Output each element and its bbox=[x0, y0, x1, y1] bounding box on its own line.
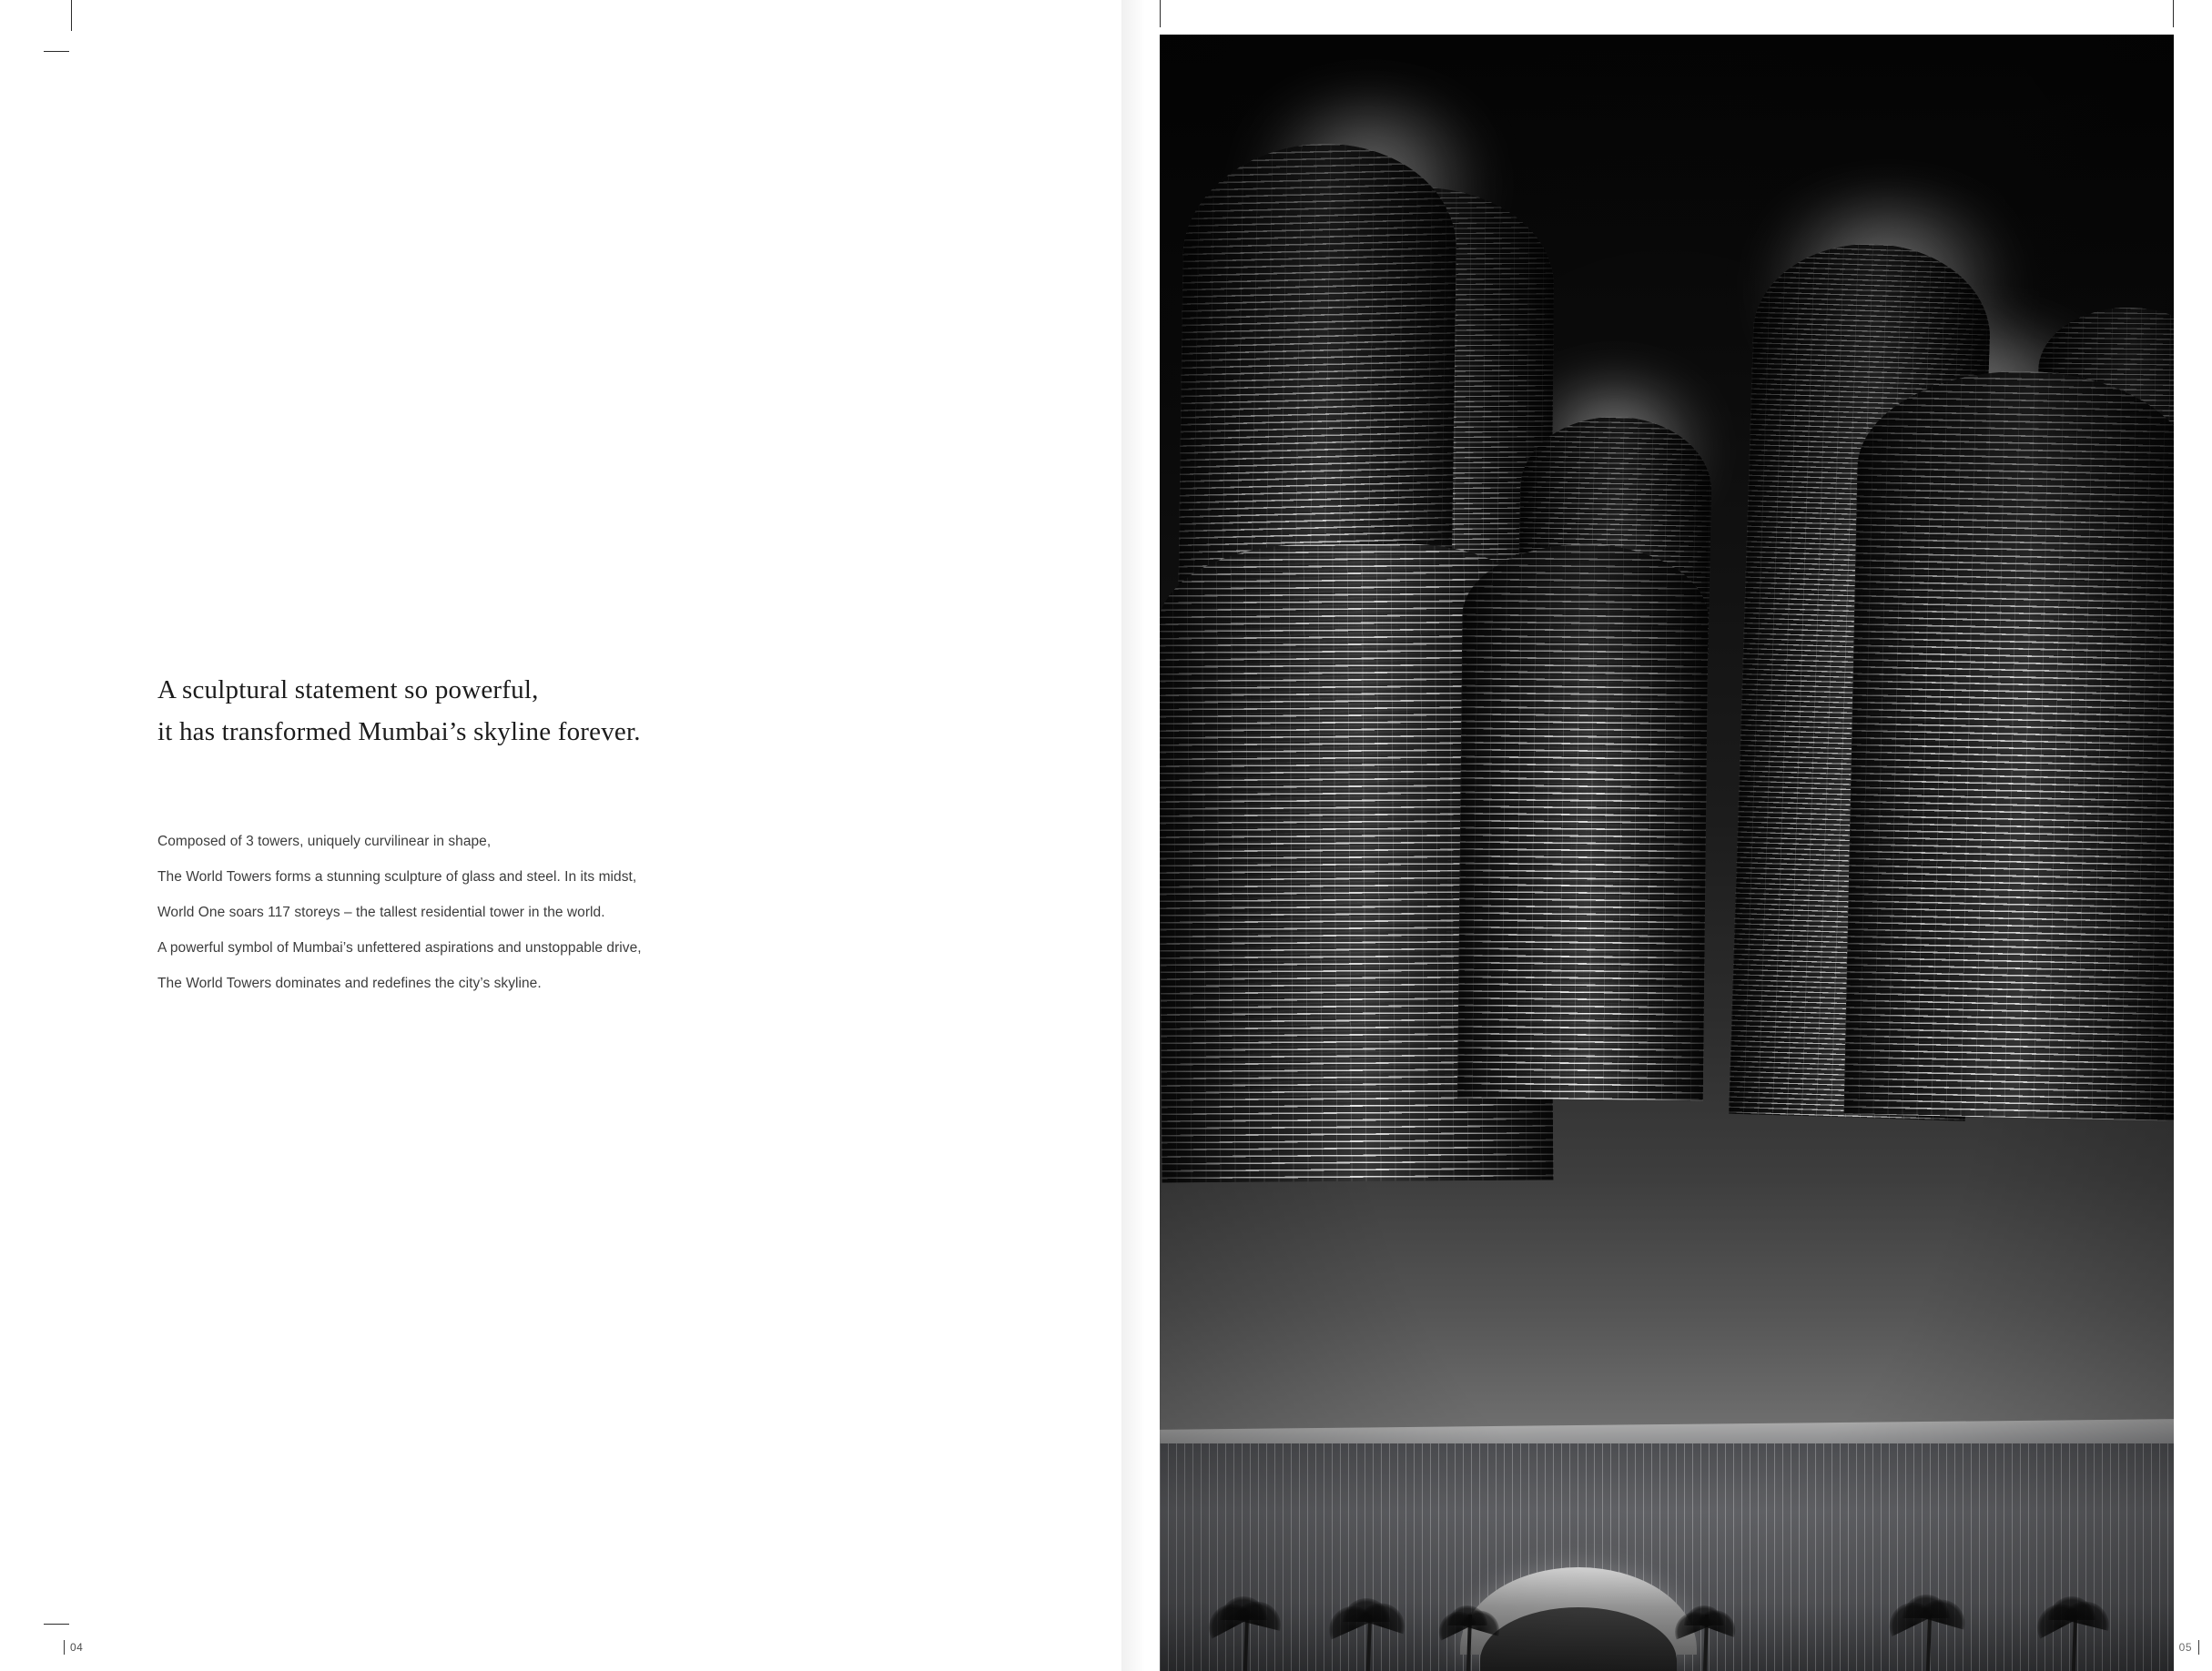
headline-line-1: A sculptural statement so powerful, bbox=[157, 675, 539, 704]
left-page-folio bbox=[64, 1640, 83, 1655]
headline-line-2: it has transformed Mumbai’s skyline forever. bbox=[157, 717, 641, 746]
palm-tree bbox=[2034, 1607, 2116, 1671]
crop-mark-top-left-vertical bbox=[71, 0, 72, 31]
palm-tree bbox=[1433, 1616, 1506, 1671]
body-line-1: Composed of 3 towers, uniquely curvilinear in shape, bbox=[157, 834, 492, 849]
tower-center-front bbox=[1457, 543, 1709, 1101]
body-line-2: The World Towers forms a stunning sculpture of glass and steel. In its midst, bbox=[157, 869, 637, 885]
skyline-photograph bbox=[1160, 35, 2174, 1671]
body-line-3: World One soars 117 storeys – the tallest residential tower in the world. bbox=[157, 905, 605, 920]
crop-mark-bottom-left-horizontal bbox=[44, 1624, 69, 1625]
tower-right-front bbox=[1843, 368, 2174, 1121]
left-page-text-block bbox=[157, 669, 904, 1001]
right-page-number: 05 bbox=[2178, 1641, 2192, 1654]
facade-top-fade bbox=[1179, 140, 1457, 529]
page-headline bbox=[157, 669, 904, 753]
right-page-folio bbox=[2179, 1640, 2199, 1655]
crop-mark-top-left-horizontal bbox=[44, 51, 69, 52]
body-copy bbox=[157, 824, 904, 1001]
folio-rule-icon bbox=[64, 1640, 65, 1655]
right-page bbox=[1121, 0, 2212, 1671]
palm-tree bbox=[1328, 1607, 1410, 1671]
crop-mark-right-top-right bbox=[2173, 0, 2174, 27]
folio-rule-icon bbox=[2198, 1640, 2199, 1655]
palm-tree bbox=[1205, 1607, 1287, 1671]
facade-top-fade bbox=[1853, 368, 2174, 673]
palm-trunk bbox=[1926, 1615, 1932, 1671]
facade-top-fade bbox=[1461, 543, 1710, 768]
left-page-number: 04 bbox=[70, 1641, 84, 1654]
crop-mark-right-top-left bbox=[1160, 0, 1161, 27]
palm-tree bbox=[1669, 1616, 1742, 1671]
body-line-5: The World Towers dominates and redefines the city’s skyline. bbox=[157, 976, 542, 991]
palm-tree bbox=[1888, 1605, 1970, 1671]
body-line-4: A powerful symbol of Mumbai’s unfettered aspirations and unstoppable drive, bbox=[157, 940, 642, 956]
